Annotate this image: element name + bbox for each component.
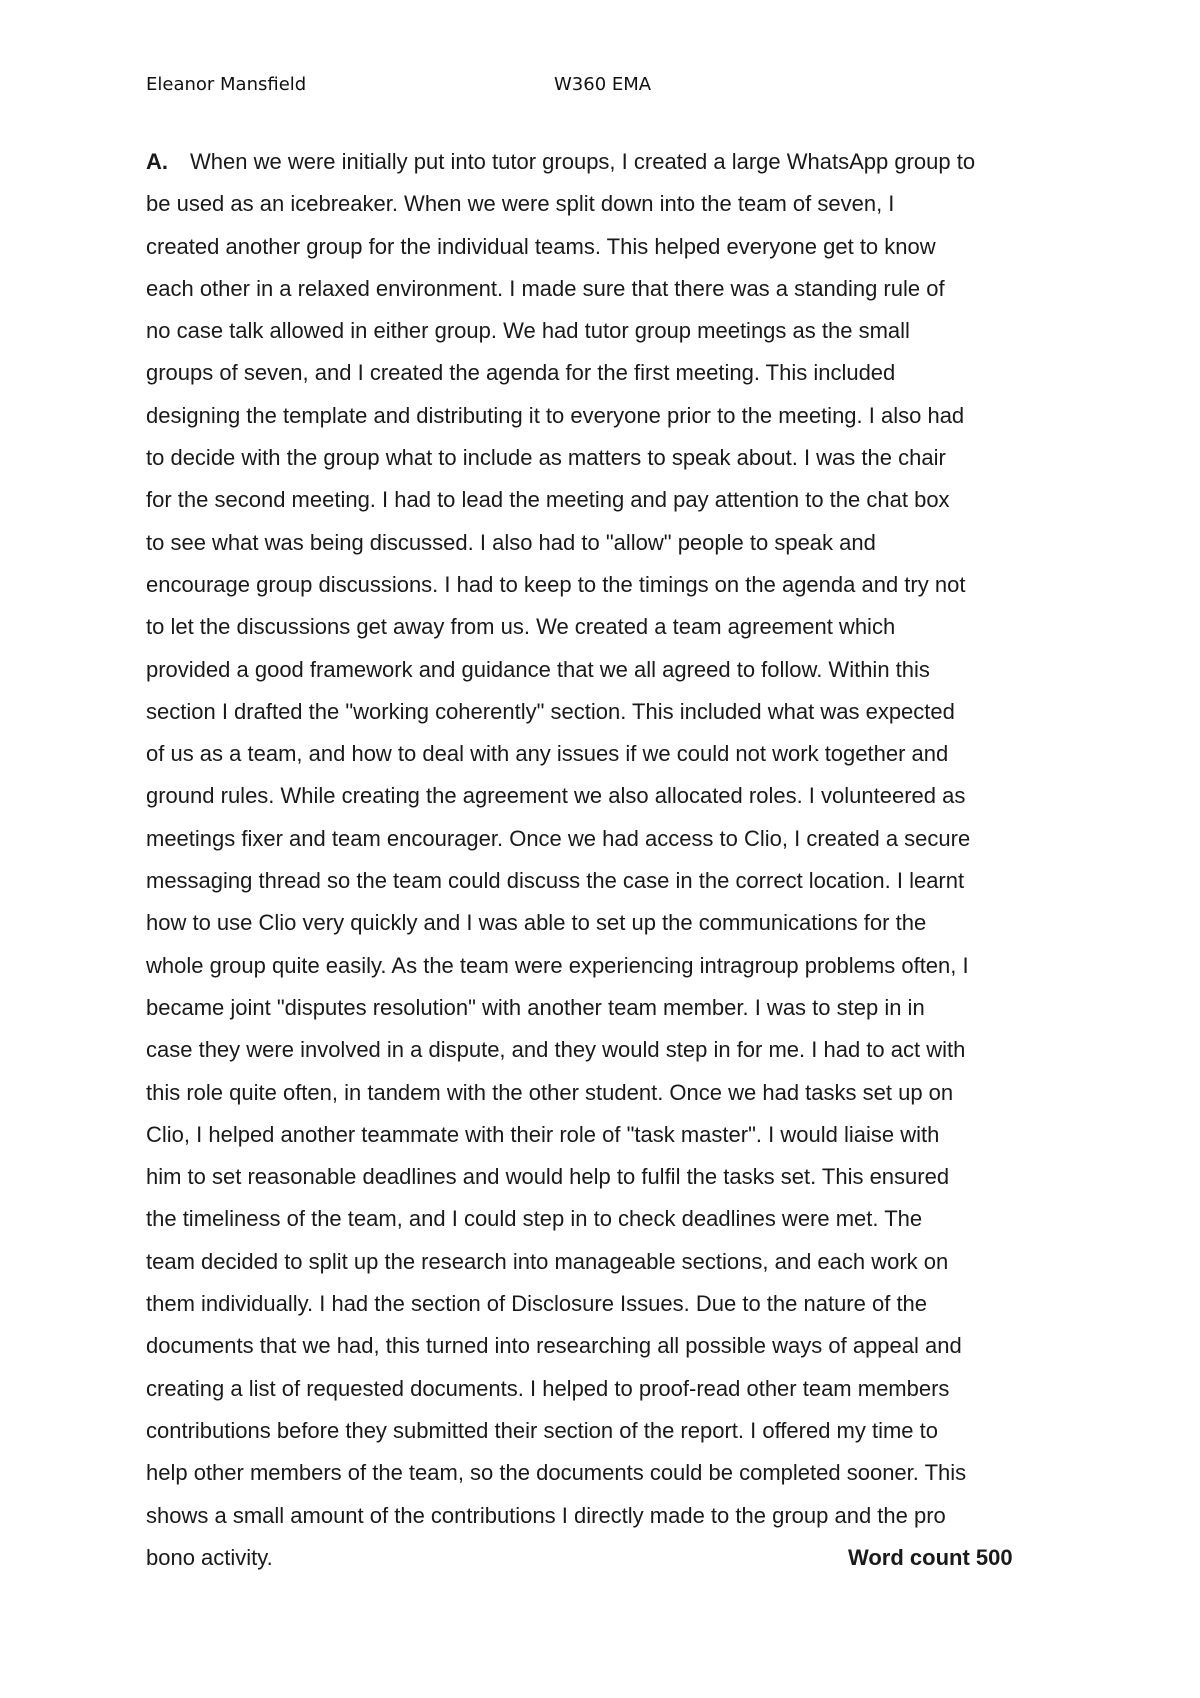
essay-line: them individually. I had the section of Disclosure Issues. Due to the nature of the — [146, 1291, 928, 1317]
essay-line: shows a small amount of the contributions I directly made to the group and the pro — [146, 1502, 946, 1528]
essay-line: Clio, I helped another teammate with their role of "task master". I would liaise with — [146, 1121, 940, 1147]
essay-body — [146, 141, 1066, 1579]
essay-line: contributions before they submitted their section of the report. I offered my time to — [146, 1417, 938, 1443]
essay-line: created another group for the individual teams. This helped everyone get to know — [146, 233, 936, 259]
essay-line: ground rules. While creating the agreement we also allocated roles. I volunteered as — [146, 783, 966, 809]
essay-line: help other members of the team, so the documents could be completed sooner. This — [146, 1460, 967, 1486]
essay-line: be used as an icebreaker. When we were split down into the team of seven, I — [146, 191, 895, 217]
essay-line: section I drafted the "working coherently" section. This included what was expected — [146, 698, 955, 724]
essay-line: this role quite often, in tandem with the other student. Once we had tasks set up on — [146, 1079, 954, 1105]
essay-line-text: When we were initially put into tutor groups, I created a large WhatsApp group to — [190, 149, 976, 174]
module-code: W360 EMA — [554, 74, 652, 95]
essay-line: creating a list of requested documents. I helped to proof-read other team members — [146, 1375, 950, 1401]
essay-line: no case talk allowed in either group. We had tutor group meetings as the small — [146, 318, 910, 344]
essay-line: each other in a relaxed environment. I made sure that there was a standing rule of — [146, 275, 945, 301]
essay-line: to decide with the group what to include as matters to speak about. I was the chair — [146, 445, 946, 471]
essay-line-text: bono activity. — [146, 1544, 273, 1570]
essay-line: encourage group discussions. I had to keep to the timings on the agenda and try not — [146, 571, 966, 597]
essay-line: meetings fixer and team encourager. Once we had access to Clio, I created a secure — [146, 825, 971, 851]
essay-line: to let the discussions get away from us. We created a team agreement which — [146, 614, 896, 640]
essay-line — [146, 1537, 1066, 1579]
essay-line: to see what was being discussed. I also had to "allow" people to speak and — [146, 529, 876, 555]
essay-line: became joint "disputes resolution" with another team member. I was to step in in — [146, 994, 925, 1020]
section-label: A. — [146, 149, 168, 174]
word-count: Word count 500 — [848, 1544, 1013, 1570]
essay-line: provided a good framework and guidance that we all agreed to follow. Within this — [146, 656, 930, 682]
essay-line: case they were involved in a dispute, and they would step in for me. I had to act with — [146, 1037, 966, 1063]
essay-line: of us as a team, and how to deal with any issues if we could not work together and — [146, 741, 949, 767]
essay-line: documents that we had, this turned into researching all possible ways of appeal and — [146, 1333, 962, 1359]
essay-line: him to set reasonable deadlines and would help to fulfil the tasks set. This ensured — [146, 1164, 950, 1190]
essay-line: how to use Clio very quickly and I was able to set up the communications for the — [146, 910, 927, 936]
author-name: Eleanor Mansfield — [146, 74, 307, 95]
essay-line: designing the template and distributing it to everyone prior to the meeting. I also had — [146, 402, 965, 428]
essay-line: the timeliness of the team, and I could step in to check deadlines were met. The — [146, 1206, 923, 1232]
page-header — [146, 74, 1046, 104]
essay-line — [146, 141, 1066, 183]
essay-line: whole group quite easily. As the team were experiencing intragroup problems often, I — [146, 952, 969, 978]
essay-line: groups of seven, and I created the agenda for the first meeting. This included — [146, 360, 896, 386]
essay-line: team decided to split up the research into manageable sections, and each work on — [146, 1248, 949, 1274]
essay-line: for the second meeting. I had to lead the meeting and pay attention to the chat box — [146, 487, 950, 513]
essay-line: messaging thread so the team could discuss the case in the correct location. I learnt — [146, 868, 965, 894]
